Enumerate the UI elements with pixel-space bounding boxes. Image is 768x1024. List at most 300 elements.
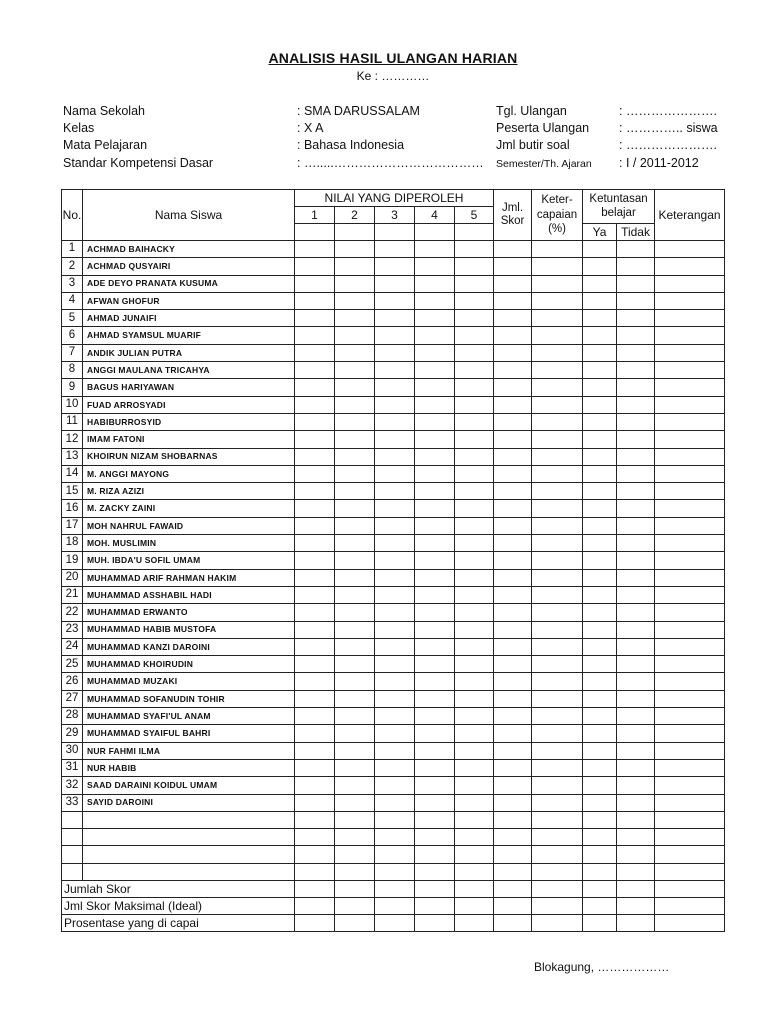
score-cell[interactable] (375, 673, 415, 690)
summary-cell[interactable] (655, 914, 725, 931)
score-cell[interactable] (494, 777, 532, 794)
score-cell[interactable] (655, 552, 725, 569)
score-cell[interactable] (655, 431, 725, 448)
score-cell[interactable] (455, 327, 494, 344)
score-cell[interactable] (295, 344, 335, 361)
score-cell[interactable] (532, 241, 583, 258)
score-cell[interactable] (655, 258, 725, 275)
score-cell[interactable] (494, 535, 532, 552)
score-cell[interactable] (375, 517, 415, 534)
score-cell[interactable] (375, 327, 415, 344)
score-cell[interactable] (415, 777, 455, 794)
score-cell[interactable] (494, 500, 532, 517)
score-cell[interactable] (617, 569, 655, 586)
score-cell[interactable] (494, 275, 532, 292)
summary-cell[interactable] (617, 914, 655, 931)
score-cell[interactable] (295, 777, 335, 794)
score-cell[interactable] (532, 708, 583, 725)
score-cell[interactable] (455, 362, 494, 379)
summary-cell[interactable] (375, 914, 415, 931)
score-cell[interactable] (494, 708, 532, 725)
score-cell[interactable] (455, 621, 494, 638)
score-cell[interactable] (415, 362, 455, 379)
score-cell[interactable] (583, 673, 617, 690)
score-cell[interactable] (532, 292, 583, 309)
score-cell[interactable] (295, 327, 335, 344)
score-cell[interactable] (415, 673, 455, 690)
score-cell[interactable] (295, 241, 335, 258)
score-cell[interactable] (532, 258, 583, 275)
score-cell[interactable] (415, 829, 455, 846)
score-cell[interactable] (375, 569, 415, 586)
score-cell[interactable] (335, 604, 375, 621)
score-cell[interactable] (455, 465, 494, 482)
score-cell[interactable] (335, 794, 375, 811)
score-cell[interactable] (335, 863, 375, 880)
score-cell[interactable] (375, 465, 415, 482)
score-cell[interactable] (583, 241, 617, 258)
score-cell[interactable] (617, 500, 655, 517)
score-cell[interactable] (532, 310, 583, 327)
score-cell[interactable] (375, 362, 415, 379)
score-cell[interactable] (532, 535, 583, 552)
score-cell[interactable] (532, 552, 583, 569)
score-cell[interactable] (583, 690, 617, 707)
score-cell[interactable] (655, 483, 725, 500)
score-cell[interactable] (532, 638, 583, 655)
score-cell[interactable] (617, 517, 655, 534)
score-cell[interactable] (655, 673, 725, 690)
score-cell[interactable] (617, 708, 655, 725)
score-cell[interactable] (583, 517, 617, 534)
summary-cell[interactable] (655, 897, 725, 914)
summary-cell[interactable] (455, 880, 494, 897)
score-cell[interactable] (415, 708, 455, 725)
score-cell[interactable] (655, 500, 725, 517)
score-cell[interactable] (335, 310, 375, 327)
score-cell[interactable] (295, 292, 335, 309)
score-cell[interactable] (375, 656, 415, 673)
score-cell[interactable] (455, 586, 494, 603)
score-cell[interactable] (295, 742, 335, 759)
score-cell[interactable] (617, 292, 655, 309)
score-cell[interactable] (415, 483, 455, 500)
score-cell[interactable] (375, 638, 415, 655)
summary-cell[interactable] (295, 880, 335, 897)
score-cell[interactable] (583, 552, 617, 569)
score-cell[interactable] (295, 656, 335, 673)
score-cell[interactable] (494, 690, 532, 707)
score-cell[interactable] (583, 310, 617, 327)
score-cell[interactable] (335, 829, 375, 846)
score-cell[interactable] (335, 690, 375, 707)
score-cell[interactable] (455, 483, 494, 500)
score-cell[interactable] (532, 465, 583, 482)
score-cell[interactable] (532, 275, 583, 292)
summary-cell[interactable] (375, 897, 415, 914)
score-cell[interactable] (532, 604, 583, 621)
score-cell[interactable] (655, 241, 725, 258)
score-cell[interactable] (455, 656, 494, 673)
score-cell[interactable] (494, 569, 532, 586)
score-cell[interactable] (375, 759, 415, 776)
score-cell[interactable] (532, 448, 583, 465)
score-cell[interactable] (415, 794, 455, 811)
score-cell[interactable] (295, 413, 335, 430)
score-cell[interactable] (455, 569, 494, 586)
score-cell[interactable] (415, 344, 455, 361)
score-cell[interactable] (617, 275, 655, 292)
score-cell[interactable] (494, 362, 532, 379)
score-cell[interactable] (335, 379, 375, 396)
score-cell[interactable] (532, 811, 583, 828)
score-cell[interactable] (415, 604, 455, 621)
score-cell[interactable] (415, 742, 455, 759)
score-cell[interactable] (655, 327, 725, 344)
score-cell[interactable] (583, 725, 617, 742)
score-cell[interactable] (375, 292, 415, 309)
score-cell[interactable] (455, 673, 494, 690)
score-cell[interactable] (375, 379, 415, 396)
score-cell[interactable] (617, 327, 655, 344)
score-cell[interactable] (494, 413, 532, 430)
score-cell[interactable] (617, 379, 655, 396)
score-cell[interactable] (494, 431, 532, 448)
score-cell[interactable] (375, 829, 415, 846)
score-cell[interactable] (455, 413, 494, 430)
score-cell[interactable] (532, 846, 583, 863)
score-cell[interactable] (375, 794, 415, 811)
score-cell[interactable] (455, 241, 494, 258)
score-cell[interactable] (617, 811, 655, 828)
score-cell[interactable] (295, 708, 335, 725)
score-cell[interactable] (494, 483, 532, 500)
score-cell[interactable] (617, 535, 655, 552)
score-cell[interactable] (335, 362, 375, 379)
score-cell[interactable] (583, 794, 617, 811)
score-cell[interactable] (494, 604, 532, 621)
score-cell[interactable] (532, 690, 583, 707)
score-cell[interactable] (375, 777, 415, 794)
score-cell[interactable] (295, 448, 335, 465)
score-cell[interactable] (295, 794, 335, 811)
score-cell[interactable] (335, 759, 375, 776)
score-cell[interactable] (583, 759, 617, 776)
score-cell[interactable] (655, 811, 725, 828)
score-cell[interactable] (655, 344, 725, 361)
score-cell[interactable] (415, 448, 455, 465)
score-cell[interactable] (532, 413, 583, 430)
score-cell[interactable] (583, 604, 617, 621)
score-cell[interactable] (415, 327, 455, 344)
score-cell[interactable] (494, 829, 532, 846)
score-cell[interactable] (583, 621, 617, 638)
score-cell[interactable] (455, 604, 494, 621)
score-cell[interactable] (295, 673, 335, 690)
score-cell[interactable] (494, 811, 532, 828)
score-cell[interactable] (617, 310, 655, 327)
score-cell[interactable] (655, 604, 725, 621)
summary-cell[interactable] (583, 880, 617, 897)
score-cell[interactable] (335, 535, 375, 552)
score-cell[interactable] (532, 431, 583, 448)
score-cell[interactable] (335, 742, 375, 759)
score-cell[interactable] (375, 396, 415, 413)
score-cell[interactable] (415, 690, 455, 707)
score-cell[interactable] (335, 552, 375, 569)
score-cell[interactable] (335, 517, 375, 534)
score-cell[interactable] (583, 863, 617, 880)
score-cell[interactable] (455, 742, 494, 759)
score-cell[interactable] (617, 673, 655, 690)
score-cell[interactable] (455, 794, 494, 811)
score-cell[interactable] (455, 448, 494, 465)
score-cell[interactable] (655, 863, 725, 880)
summary-cell[interactable] (455, 914, 494, 931)
summary-cell[interactable] (415, 914, 455, 931)
score-cell[interactable] (335, 500, 375, 517)
score-cell[interactable] (532, 742, 583, 759)
score-cell[interactable] (532, 362, 583, 379)
score-cell[interactable] (655, 586, 725, 603)
score-cell[interactable] (335, 483, 375, 500)
score-cell[interactable] (617, 638, 655, 655)
score-cell[interactable] (583, 413, 617, 430)
score-cell[interactable] (532, 759, 583, 776)
score-cell[interactable] (655, 517, 725, 534)
score-cell[interactable] (494, 448, 532, 465)
score-cell[interactable] (335, 673, 375, 690)
score-cell[interactable] (375, 552, 415, 569)
score-cell[interactable] (583, 586, 617, 603)
score-cell[interactable] (375, 500, 415, 517)
score-cell[interactable] (335, 413, 375, 430)
score-cell[interactable] (617, 604, 655, 621)
score-cell[interactable] (415, 465, 455, 482)
score-cell[interactable] (335, 396, 375, 413)
score-cell[interactable] (295, 846, 335, 863)
score-cell[interactable] (532, 500, 583, 517)
score-cell[interactable] (617, 777, 655, 794)
score-cell[interactable] (655, 465, 725, 482)
score-cell[interactable] (494, 241, 532, 258)
score-cell[interactable] (655, 535, 725, 552)
score-cell[interactable] (295, 569, 335, 586)
summary-cell[interactable] (415, 897, 455, 914)
score-cell[interactable] (295, 829, 335, 846)
summary-cell[interactable] (295, 914, 335, 931)
score-cell[interactable] (532, 673, 583, 690)
score-cell[interactable] (295, 517, 335, 534)
score-cell[interactable] (655, 708, 725, 725)
score-cell[interactable] (494, 863, 532, 880)
score-cell[interactable] (295, 396, 335, 413)
score-cell[interactable] (375, 586, 415, 603)
score-cell[interactable] (335, 465, 375, 482)
score-cell[interactable] (335, 292, 375, 309)
score-cell[interactable] (335, 241, 375, 258)
score-cell[interactable] (655, 656, 725, 673)
score-cell[interactable] (655, 759, 725, 776)
score-cell[interactable] (583, 465, 617, 482)
score-cell[interactable] (375, 483, 415, 500)
summary-cell[interactable] (617, 880, 655, 897)
score-cell[interactable] (335, 569, 375, 586)
score-cell[interactable] (295, 483, 335, 500)
score-cell[interactable] (455, 759, 494, 776)
score-cell[interactable] (415, 621, 455, 638)
score-cell[interactable] (617, 465, 655, 482)
summary-cell[interactable] (335, 897, 375, 914)
score-cell[interactable] (295, 275, 335, 292)
score-cell[interactable] (295, 759, 335, 776)
score-cell[interactable] (532, 777, 583, 794)
score-cell[interactable] (375, 275, 415, 292)
score-cell[interactable] (295, 552, 335, 569)
score-cell[interactable] (494, 794, 532, 811)
score-cell[interactable] (532, 863, 583, 880)
score-cell[interactable] (415, 846, 455, 863)
score-cell[interactable] (455, 275, 494, 292)
score-cell[interactable] (532, 396, 583, 413)
score-cell[interactable] (583, 569, 617, 586)
score-cell[interactable] (494, 327, 532, 344)
score-cell[interactable] (617, 448, 655, 465)
score-cell[interactable] (583, 708, 617, 725)
score-cell[interactable] (583, 379, 617, 396)
score-cell[interactable] (335, 448, 375, 465)
score-cell[interactable] (617, 241, 655, 258)
score-cell[interactable] (494, 310, 532, 327)
score-cell[interactable] (583, 656, 617, 673)
score-cell[interactable] (415, 413, 455, 430)
score-cell[interactable] (415, 811, 455, 828)
summary-cell[interactable] (335, 914, 375, 931)
score-cell[interactable] (455, 552, 494, 569)
score-cell[interactable] (617, 656, 655, 673)
score-cell[interactable] (295, 465, 335, 482)
score-cell[interactable] (295, 362, 335, 379)
score-cell[interactable] (655, 413, 725, 430)
score-cell[interactable] (583, 811, 617, 828)
score-cell[interactable] (655, 621, 725, 638)
score-cell[interactable] (494, 638, 532, 655)
score-cell[interactable] (494, 586, 532, 603)
score-cell[interactable] (494, 465, 532, 482)
summary-cell[interactable] (494, 914, 532, 931)
score-cell[interactable] (335, 431, 375, 448)
score-cell[interactable] (655, 569, 725, 586)
score-cell[interactable] (494, 656, 532, 673)
score-cell[interactable] (375, 431, 415, 448)
score-cell[interactable] (655, 275, 725, 292)
score-cell[interactable] (375, 708, 415, 725)
score-cell[interactable] (494, 621, 532, 638)
score-cell[interactable] (335, 258, 375, 275)
score-cell[interactable] (617, 431, 655, 448)
score-cell[interactable] (455, 292, 494, 309)
score-cell[interactable] (494, 725, 532, 742)
score-cell[interactable] (583, 448, 617, 465)
score-cell[interactable] (617, 552, 655, 569)
score-cell[interactable] (617, 742, 655, 759)
score-cell[interactable] (415, 275, 455, 292)
score-cell[interactable] (583, 829, 617, 846)
score-cell[interactable] (335, 586, 375, 603)
score-cell[interactable] (583, 846, 617, 863)
score-cell[interactable] (455, 829, 494, 846)
score-cell[interactable] (375, 310, 415, 327)
score-cell[interactable] (617, 586, 655, 603)
score-cell[interactable] (455, 500, 494, 517)
score-cell[interactable] (455, 258, 494, 275)
score-cell[interactable] (532, 656, 583, 673)
summary-cell[interactable] (532, 897, 583, 914)
score-cell[interactable] (335, 708, 375, 725)
summary-cell[interactable] (335, 880, 375, 897)
score-cell[interactable] (583, 431, 617, 448)
score-cell[interactable] (295, 811, 335, 828)
score-cell[interactable] (415, 638, 455, 655)
score-cell[interactable] (617, 344, 655, 361)
score-cell[interactable] (494, 379, 532, 396)
score-cell[interactable] (415, 500, 455, 517)
summary-cell[interactable] (375, 880, 415, 897)
score-cell[interactable] (295, 258, 335, 275)
score-cell[interactable] (494, 759, 532, 776)
score-cell[interactable] (335, 638, 375, 655)
score-cell[interactable] (532, 829, 583, 846)
score-cell[interactable] (583, 483, 617, 500)
score-cell[interactable] (295, 586, 335, 603)
score-cell[interactable] (583, 638, 617, 655)
score-cell[interactable] (583, 500, 617, 517)
score-cell[interactable] (583, 535, 617, 552)
score-cell[interactable] (295, 638, 335, 655)
score-cell[interactable] (375, 413, 415, 430)
summary-cell[interactable] (617, 897, 655, 914)
score-cell[interactable] (455, 846, 494, 863)
summary-cell[interactable] (583, 897, 617, 914)
score-cell[interactable] (295, 379, 335, 396)
score-cell[interactable] (494, 552, 532, 569)
score-cell[interactable] (335, 327, 375, 344)
score-cell[interactable] (415, 431, 455, 448)
score-cell[interactable] (655, 448, 725, 465)
score-cell[interactable] (617, 759, 655, 776)
score-cell[interactable] (375, 725, 415, 742)
score-cell[interactable] (583, 396, 617, 413)
score-cell[interactable] (494, 846, 532, 863)
score-cell[interactable] (583, 327, 617, 344)
score-cell[interactable] (532, 483, 583, 500)
score-cell[interactable] (617, 621, 655, 638)
summary-cell[interactable] (583, 914, 617, 931)
score-cell[interactable] (655, 310, 725, 327)
score-cell[interactable] (532, 327, 583, 344)
score-cell[interactable] (455, 431, 494, 448)
score-cell[interactable] (583, 258, 617, 275)
score-cell[interactable] (655, 742, 725, 759)
score-cell[interactable] (295, 535, 335, 552)
score-cell[interactable] (583, 362, 617, 379)
score-cell[interactable] (617, 794, 655, 811)
score-cell[interactable] (494, 517, 532, 534)
summary-cell[interactable] (295, 897, 335, 914)
score-cell[interactable] (583, 292, 617, 309)
score-cell[interactable] (532, 517, 583, 534)
score-cell[interactable] (295, 621, 335, 638)
